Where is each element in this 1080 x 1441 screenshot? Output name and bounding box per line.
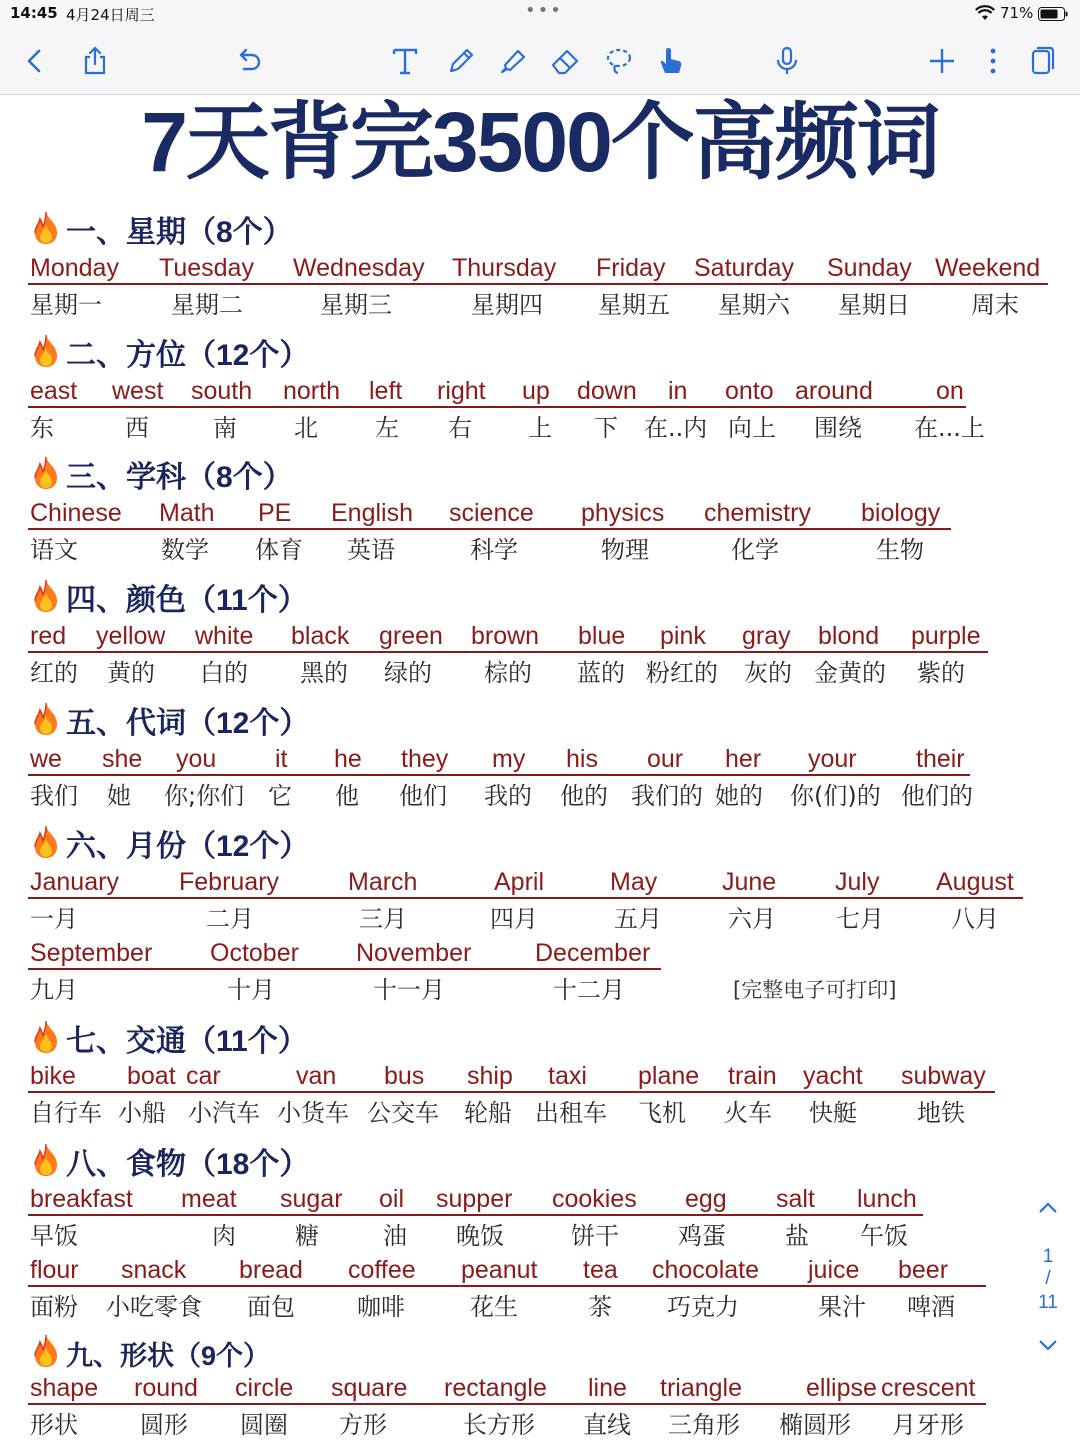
toolbar — [0, 28, 1080, 95]
english-word: juice — [808, 1256, 860, 1284]
chinese-translation: 出租车 — [535, 1099, 607, 1127]
chinese-translation: 地铁 — [917, 1099, 965, 1127]
section-heading — [28, 210, 293, 256]
fire-icon — [28, 333, 64, 379]
chinese-translation: 语文 — [30, 536, 78, 564]
chinese-translation: 椭圆形 — [779, 1411, 851, 1439]
battery-percent: 71% — [1000, 4, 1034, 22]
english-word: February — [179, 868, 280, 896]
english-word-row — [28, 938, 661, 970]
chinese-translation: 早饭 — [30, 1222, 78, 1250]
chinese-translation: 数学 — [161, 536, 209, 564]
chinese-translation: 一月 — [30, 905, 78, 933]
english-word: Wednesday — [293, 254, 425, 282]
english-word: up — [522, 377, 550, 405]
english-word: Tuesday — [159, 254, 254, 282]
chinese-translation: 小吃零食 — [106, 1293, 202, 1321]
english-word: bike — [30, 1062, 76, 1090]
english-word: her — [725, 745, 762, 773]
chinese-translation: 科学 — [470, 536, 518, 564]
english-word: June — [722, 868, 777, 896]
section-heading-text: 二、方位（12个） — [66, 339, 310, 372]
english-word: green — [379, 622, 443, 650]
chinese-translation: 红的 — [30, 659, 78, 687]
english-word-row — [28, 376, 966, 408]
chinese-translation-row — [28, 780, 1028, 812]
english-word: snack — [121, 1256, 187, 1284]
chinese-translation: 她的 — [715, 782, 763, 810]
english-word: ellipse — [806, 1374, 877, 1402]
english-word-row — [28, 1061, 995, 1093]
english-word-row — [28, 867, 1023, 899]
eraser-icon[interactable] — [546, 42, 584, 80]
chinese-translation: 南 — [213, 414, 237, 442]
english-word: gray — [742, 622, 791, 650]
chinese-translation: 黄的 — [107, 659, 155, 687]
chinese-translation: 鸡蛋 — [678, 1222, 726, 1250]
chinese-translation: 星期三 — [320, 291, 392, 319]
section-heading-text: 三、学科（8个） — [66, 461, 293, 494]
english-word: shape — [30, 1374, 99, 1402]
english-word: our — [647, 745, 684, 773]
fire-icon — [28, 210, 64, 256]
chinese-translation-row — [28, 1097, 1028, 1129]
back-icon[interactable] — [16, 42, 54, 80]
status-time: 14:45 — [10, 4, 58, 22]
chinese-translation: 小货车 — [277, 1099, 349, 1127]
undo-icon[interactable] — [230, 42, 268, 80]
english-word: van — [296, 1062, 337, 1090]
section-heading — [28, 578, 308, 624]
english-word: their — [916, 745, 965, 773]
chinese-translation: 它 — [268, 782, 292, 810]
english-word: south — [191, 377, 253, 405]
status-bar — [0, 0, 1080, 28]
english-word: yacht — [803, 1062, 863, 1090]
page-current: 1 — [1042, 1246, 1054, 1267]
chinese-translation-row — [28, 1220, 1028, 1252]
english-word: blue — [578, 622, 626, 650]
chinese-translation: 你;你们 — [164, 782, 245, 810]
english-word: supper — [436, 1185, 513, 1213]
chinese-translation: 他们 — [399, 782, 447, 810]
english-word: salt — [776, 1185, 815, 1213]
fire-icon — [28, 701, 64, 747]
english-word: tea — [583, 1256, 618, 1284]
chinese-translation: 星期日 — [838, 291, 910, 319]
chinese-translation: 左 — [375, 414, 399, 442]
chinese-translation: 八月 — [951, 905, 999, 933]
english-word: she — [102, 745, 143, 773]
english-word-row — [28, 1255, 986, 1287]
chinese-translation: 火车 — [724, 1099, 772, 1127]
section-heading — [28, 701, 309, 747]
section-heading-text: 五、代词（12个） — [66, 707, 310, 740]
page-up-icon[interactable] — [1026, 1198, 1070, 1221]
chinese-translation: 粉红的 — [646, 659, 718, 687]
english-word: meat — [181, 1185, 237, 1213]
english-word: boat — [127, 1062, 176, 1090]
chinese-translation: 糖 — [295, 1222, 319, 1250]
chinese-translation: 十一月 — [373, 976, 445, 1004]
chinese-translation: 二月 — [206, 905, 254, 933]
chinese-translation: 英语 — [347, 536, 395, 564]
english-word-row — [28, 621, 988, 653]
chinese-translation: 快艇 — [809, 1099, 857, 1127]
chinese-translation: 围绕 — [814, 414, 862, 442]
microphone-icon[interactable] — [768, 42, 806, 80]
chinese-translation: 盐 — [785, 1222, 809, 1250]
chinese-translation: 七月 — [836, 905, 884, 933]
english-word: coffee — [348, 1256, 416, 1284]
page-down-icon[interactable] — [1026, 1336, 1070, 1359]
chinese-translation: 蓝的 — [577, 659, 625, 687]
chinese-translation: 棕的 — [484, 659, 532, 687]
chinese-translation: 饼干 — [571, 1222, 619, 1250]
chinese-translation: 星期六 — [718, 291, 790, 319]
english-word: flour — [30, 1256, 79, 1284]
chinese-translation: 公交车 — [367, 1099, 439, 1127]
chinese-translation: 灰的 — [744, 659, 792, 687]
chinese-translation-row — [28, 412, 1028, 444]
english-word: Chinese — [30, 499, 122, 527]
chinese-translation: 在..内 — [644, 414, 708, 442]
chinese-translation-row — [28, 657, 1028, 689]
english-word: north — [283, 377, 340, 405]
english-word: chemistry — [704, 499, 811, 527]
page-total: 11 — [1038, 1292, 1058, 1313]
chinese-translation: 自行车 — [30, 1099, 102, 1127]
english-word: April — [494, 868, 545, 896]
chinese-translation: 咖啡 — [357, 1293, 405, 1321]
chinese-translation: 生物 — [876, 536, 924, 564]
chinese-translation: 三角形 — [668, 1411, 740, 1439]
english-word-row — [28, 744, 970, 776]
english-word: cookies — [552, 1185, 637, 1213]
chinese-translation: 西 — [125, 414, 149, 442]
english-word: December — [535, 939, 651, 967]
english-word: beer — [898, 1256, 949, 1284]
english-word: triangle — [660, 1374, 742, 1402]
chinese-translation: 在...上 — [914, 414, 985, 442]
wifi-icon — [975, 5, 995, 25]
chinese-translation: 十月 — [227, 976, 275, 1004]
chinese-translation: 白的 — [200, 659, 248, 687]
english-word: physics — [581, 499, 665, 527]
english-word: ship — [467, 1062, 513, 1090]
chinese-translation: 五月 — [614, 905, 662, 933]
section-heading-text: 一、星期（8个） — [66, 216, 293, 249]
english-word: January — [30, 868, 119, 896]
section-heading-text: 六、月份（12个） — [66, 830, 310, 863]
english-word: breakfast — [30, 1185, 133, 1213]
chinese-translation: 你(们)的 — [790, 782, 881, 810]
chinese-translation: 圆圈 — [240, 1411, 288, 1439]
chinese-translation: 下 — [594, 414, 618, 442]
chinese-translation: 黑的 — [300, 659, 348, 687]
english-word: Sunday — [827, 254, 912, 282]
english-word: science — [449, 499, 534, 527]
chinese-translation: 绿的 — [384, 659, 432, 687]
print-note: [完整电子可打印] — [733, 978, 897, 1002]
pen-icon[interactable] — [442, 42, 480, 80]
chinese-translation: 右 — [448, 414, 472, 442]
english-word: August — [936, 868, 1014, 896]
english-word: PE — [258, 499, 292, 527]
english-word: September — [30, 939, 153, 967]
english-word: around — [795, 377, 873, 405]
highlighter-icon[interactable] — [494, 42, 532, 80]
fire-icon — [28, 578, 64, 624]
section-heading-text: 九、形状（9个） — [66, 1341, 271, 1371]
english-word: Friday — [596, 254, 666, 282]
chinese-translation: 方形 — [339, 1411, 387, 1439]
english-word: biology — [861, 499, 941, 527]
chinese-translation: 星期二 — [171, 291, 243, 319]
chinese-translation: 向上 — [728, 414, 776, 442]
chinese-translation: 三月 — [359, 905, 407, 933]
chinese-translation: 油 — [383, 1222, 407, 1250]
chinese-translation: 金黄的 — [814, 659, 886, 687]
chinese-translation: 九月 — [30, 976, 78, 1004]
english-word: October — [210, 939, 299, 967]
english-word: circle — [235, 1374, 294, 1402]
english-word: rectangle — [444, 1374, 547, 1402]
english-word: right — [437, 377, 486, 405]
chinese-translation: 轮船 — [464, 1099, 512, 1127]
section-heading — [28, 824, 309, 870]
chinese-translation: 他的 — [560, 782, 608, 810]
add-icon[interactable] — [923, 42, 961, 80]
share-icon[interactable] — [76, 42, 114, 80]
english-word: English — [331, 499, 413, 527]
chinese-translation: 四月 — [490, 905, 538, 933]
chinese-translation: 月牙形 — [892, 1411, 964, 1439]
english-word: left — [369, 377, 403, 405]
chinese-translation: 物理 — [601, 536, 649, 564]
english-word: red — [30, 622, 67, 650]
english-word: Monday — [30, 254, 119, 282]
chinese-translation: 小船 — [118, 1099, 166, 1127]
english-word-row — [28, 1373, 986, 1405]
english-word: blond — [818, 622, 880, 650]
section-heading — [28, 1019, 308, 1065]
chinese-translation: 星期五 — [598, 291, 670, 319]
status-date: 4月24日周三 — [66, 6, 155, 24]
chinese-translation: 花生 — [470, 1293, 518, 1321]
text-tool-icon[interactable] — [386, 42, 424, 80]
english-word: crescent — [881, 1374, 976, 1402]
fire-icon — [28, 455, 64, 501]
multitask-dots-icon[interactable]: ••• — [525, 0, 563, 21]
chinese-translation: 我们的 — [631, 782, 703, 810]
english-word: it — [275, 745, 288, 773]
chinese-translation: 紫的 — [917, 659, 965, 687]
chinese-translation: 星期四 — [471, 291, 543, 319]
english-word-row — [28, 1184, 923, 1216]
chinese-translation: 飞机 — [638, 1099, 686, 1127]
english-word: oil — [379, 1185, 405, 1213]
fire-icon — [28, 1019, 64, 1065]
chinese-translation: 东 — [30, 414, 54, 442]
english-word: car — [186, 1062, 221, 1090]
battery-icon — [1038, 6, 1068, 20]
english-word: black — [291, 622, 350, 650]
chinese-translation: 化学 — [731, 536, 779, 564]
chinese-translation: 六月 — [728, 905, 776, 933]
chinese-translation: 啤酒 — [907, 1293, 955, 1321]
english-word: my — [492, 745, 526, 773]
english-word: taxi — [548, 1062, 587, 1090]
chinese-translation: 上 — [528, 414, 552, 442]
chinese-translation: 圆形 — [140, 1411, 188, 1439]
english-word: train — [728, 1062, 777, 1090]
english-word: May — [610, 868, 658, 896]
chinese-translation: 晚饭 — [456, 1222, 504, 1250]
english-word: in — [668, 377, 688, 405]
chinese-translation: 她 — [107, 782, 131, 810]
english-word-row — [28, 498, 951, 530]
english-word: Weekend — [935, 254, 1041, 282]
chinese-translation: 他 — [335, 782, 359, 810]
english-word: peanut — [461, 1256, 538, 1284]
english-word: they — [401, 745, 449, 773]
document-page[interactable] — [2, 95, 1078, 1440]
english-word: onto — [725, 377, 774, 405]
english-word: round — [134, 1374, 198, 1402]
chinese-translation: 面粉 — [30, 1293, 78, 1321]
chinese-translation: 我的 — [484, 782, 532, 810]
chinese-translation: 形状 — [30, 1411, 78, 1439]
page-title: 7天背完3500个高频词 — [141, 95, 939, 189]
chinese-translation: 周末 — [971, 291, 1019, 319]
chinese-translation: 小汽车 — [188, 1099, 260, 1127]
english-word: square — [331, 1374, 408, 1402]
section-heading — [28, 1142, 309, 1188]
fire-icon — [28, 824, 64, 870]
fire-icon — [28, 1142, 64, 1188]
chinese-translation: 面包 — [247, 1293, 295, 1321]
english-word: March — [348, 868, 418, 896]
chinese-translation-row — [28, 1409, 1028, 1441]
english-word: brown — [471, 622, 540, 650]
chinese-translation: 午饭 — [860, 1222, 908, 1250]
english-word: bus — [384, 1062, 425, 1090]
english-word: west — [112, 377, 164, 405]
chinese-translation: 果汁 — [818, 1293, 866, 1321]
english-word: we — [30, 745, 62, 773]
chinese-translation-row — [28, 1291, 1028, 1323]
english-word: his — [566, 745, 598, 773]
section-heading-text: 四、颜色（11个） — [66, 584, 308, 617]
english-word-row — [28, 253, 1048, 285]
english-word: yellow — [96, 622, 166, 650]
page-separator: / — [1045, 1268, 1051, 1289]
chinese-translation: 巧克力 — [667, 1293, 739, 1321]
english-word: sugar — [280, 1185, 343, 1213]
english-word: your — [808, 745, 857, 773]
english-word: you — [176, 745, 217, 773]
english-word: lunch — [857, 1185, 917, 1213]
english-word: Math — [159, 499, 215, 527]
english-word: white — [195, 622, 254, 650]
chinese-translation-row — [28, 534, 1028, 566]
english-word: Saturday — [694, 254, 795, 282]
english-word: purple — [911, 622, 981, 650]
english-word: subway — [901, 1062, 986, 1090]
pages-icon[interactable] — [1024, 42, 1062, 80]
chinese-translation: 直线 — [583, 1411, 631, 1439]
english-word: on — [936, 377, 964, 405]
lasso-icon[interactable] — [600, 42, 638, 80]
hand-pointer-icon[interactable] — [652, 42, 690, 80]
english-word: plane — [638, 1062, 700, 1090]
english-word: Thursday — [452, 254, 557, 282]
chinese-translation: 肉 — [212, 1222, 236, 1250]
chinese-translation-row — [28, 289, 1028, 321]
chinese-translation: 十二月 — [553, 976, 625, 1004]
more-icon[interactable] — [974, 42, 1012, 80]
english-word: down — [577, 377, 637, 405]
chinese-translation: 星期一 — [30, 291, 102, 319]
english-word: egg — [685, 1185, 727, 1213]
chinese-translation-row — [28, 903, 1028, 935]
english-word: July — [835, 868, 880, 896]
chinese-translation: 我们 — [30, 782, 78, 810]
english-word: November — [356, 939, 472, 967]
chinese-translation: 北 — [294, 414, 318, 442]
chinese-translation: 他们的 — [901, 782, 973, 810]
english-word: bread — [239, 1256, 303, 1284]
english-word: east — [30, 377, 78, 405]
section-heading-text: 七、交通（11个） — [66, 1025, 308, 1058]
english-word: pink — [660, 622, 706, 650]
english-word: line — [588, 1374, 627, 1402]
section-heading — [28, 455, 293, 501]
chinese-translation: 茶 — [588, 1293, 612, 1321]
english-word: chocolate — [652, 1256, 760, 1284]
section-heading — [28, 333, 309, 379]
chinese-translation: 长方形 — [463, 1411, 535, 1439]
chinese-translation: 体育 — [255, 536, 303, 564]
section-heading-text: 八、食物（18个） — [66, 1148, 310, 1181]
english-word: he — [334, 745, 362, 773]
chinese-translation-row — [28, 974, 1028, 1006]
